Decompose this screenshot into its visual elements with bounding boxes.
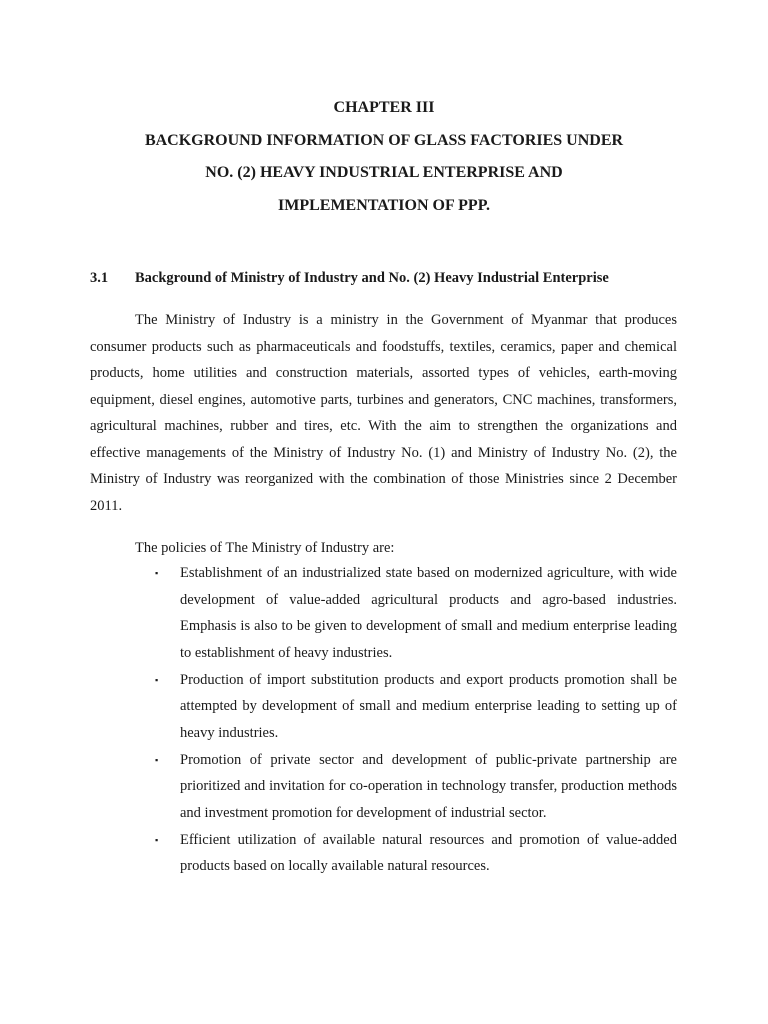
list-item: [155, 667, 677, 747]
list-item: [155, 747, 677, 827]
square-bullet-icon: ▪: [155, 674, 159, 685]
chapter-title-line-1: BACKGROUND INFORMATION OF GLASS FACTORIES UNDER: [144, 131, 624, 149]
policy-text: Production of import substitution products and export products promotion shall be attempted by development of small and medium enterprise leading to setting up of heavy industries.: [180, 671, 677, 741]
chapter-title-line-3: IMPLEMENTATION OF PPP.: [278, 196, 490, 214]
chapter-label: CHAPTER III: [333, 99, 435, 116]
chapter-title-line-2: NO. (2) HEAVY INDUSTRIAL ENTERPRISE AND: [205, 164, 563, 181]
list-item: [155, 827, 677, 880]
chapter-title-block: [0, 92, 768, 222]
square-bullet-icon: ▪: [155, 568, 159, 578]
square-bullet-icon: ▪: [155, 834, 159, 845]
policy-text: Establishment of an industrialized state based on modernized agriculture, with wide development of value-added agricultural products and agro-based industries. Emphasis is also to be given to development of small and medium enterprise leading to establishment of heavy industries.: [180, 565, 677, 661]
policies-intro: The policies of The Ministry of Industry are:: [135, 540, 395, 556]
body-paragraph: The Ministry of Industry is a ministry in the Government of Myanmar that produces consumer products such as pharmaceuticals and foodstuffs, textiles, ceramics, paper and chemical products, home utilities and construction materials, assorted types of vehicles, earth-moving equipment, diesel engines, automotive parts, turbines and generators, CNC machines, transformers, agricultural machines, rubber and tires, etc. With the aim to strengthen the organizations and effective managements of the Ministry of Industry No. (1) and Ministry of Industry No. (2), the Ministry of Industry was reorganized with the combination of those Ministries since 2 December 2011.: [90, 312, 677, 514]
section-title: Background of Ministry of Industry and No. (2) Heavy Industrial Enterprise: [135, 270, 609, 286]
section-number: 3.1: [90, 270, 109, 286]
section-heading: [90, 270, 609, 287]
policy-text: Promotion of private sector and development of public-private partnership are prioritized and invitation for co-operation in technology transfer, production methods and investment promotion for development of industrial sector.: [180, 751, 677, 821]
list-item: [155, 560, 677, 666]
square-bullet-icon: ▪: [155, 754, 159, 765]
policy-list: [155, 560, 677, 880]
policy-text: Efficient utilization of available natural resources and promotion of value-added products based on locally available natural resources.: [180, 831, 677, 874]
